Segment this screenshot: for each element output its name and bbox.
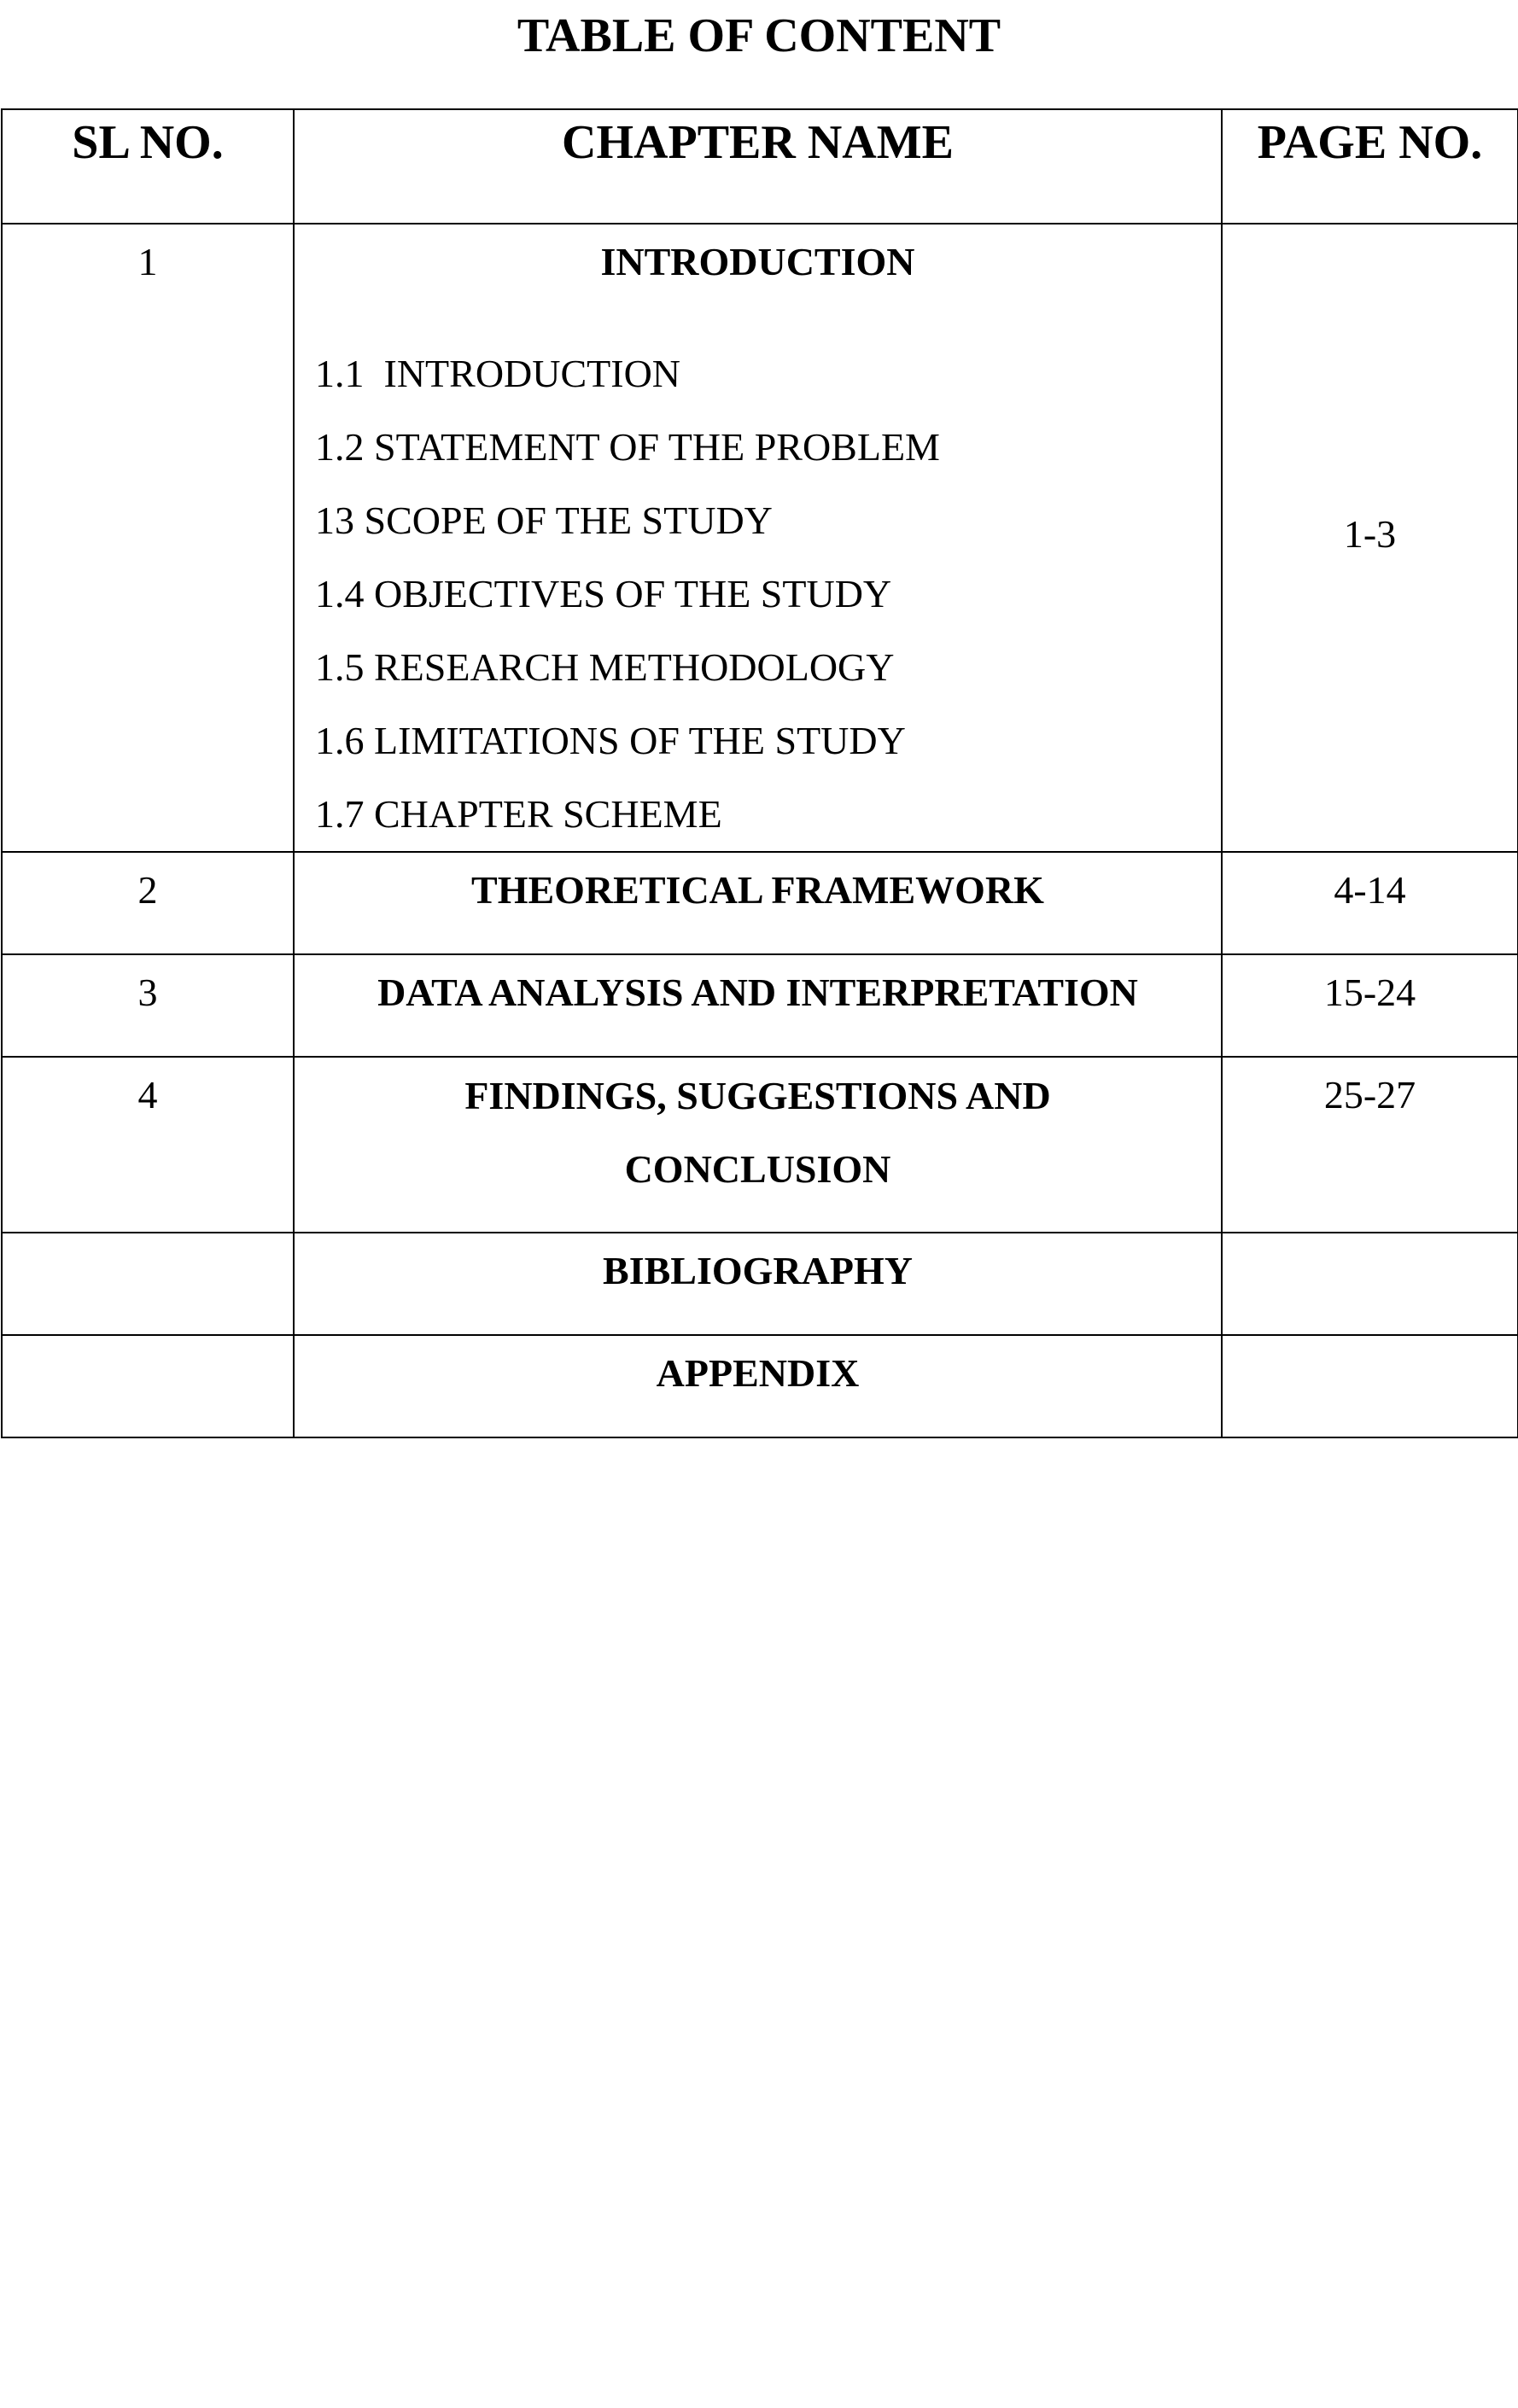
sl-cell	[2, 1335, 294, 1437]
chapter-cell: FINDINGS, SUGGESTIONS AND CONCLUSION	[294, 1057, 1222, 1233]
header-chapter-name: CHAPTER NAME	[294, 109, 1222, 224]
page-cell	[1222, 1233, 1518, 1335]
list-item: 1.1 INTRODUCTION	[315, 352, 681, 395]
table-row	[2, 1057, 1518, 1233]
chapter-cell: THEORETICAL FRAMEWORK	[294, 852, 1222, 954]
page-cell: 1-3	[1222, 224, 1518, 852]
page-cell: 25-27	[1222, 1057, 1518, 1233]
list-item: 1.5 RESEARCH METHODOLOGY	[315, 645, 895, 689]
list-item: 1.2 STATEMENT OF THE PROBLEM	[315, 425, 940, 469]
chapter-cell: APPENDIX	[294, 1335, 1222, 1437]
sl-cell: 1	[2, 224, 294, 852]
page-title: TABLE OF CONTENT	[517, 9, 1001, 62]
sl-cell: 4	[2, 1057, 294, 1233]
header-page-no: PAGE NO.	[1222, 109, 1518, 224]
table-row	[2, 852, 1518, 954]
sl-cell: 3	[2, 954, 294, 1057]
table-row	[2, 1335, 1518, 1437]
chapter-cell: BIBLIOGRAPHY	[294, 1233, 1222, 1335]
chapter-title: INTRODUCTION	[600, 240, 915, 283]
list-item: 1.4 OBJECTIVES OF THE STUDY	[315, 572, 892, 615]
list-item: 1.6 LIMITATIONS OF THE STUDY	[315, 719, 906, 762]
chapter-cell: DATA ANALYSIS AND INTERPRETATION	[294, 954, 1222, 1057]
section-list	[295, 288, 1221, 851]
toc-table	[1, 108, 1518, 1438]
header-sl-no: SL NO.	[2, 109, 294, 224]
list-item: 13 SCOPE OF THE STUDY	[315, 499, 773, 542]
table-row	[2, 224, 1518, 852]
page-cell: 15-24	[1222, 954, 1518, 1057]
page-cell	[1222, 1335, 1518, 1437]
page-cell: 4-14	[1222, 852, 1518, 954]
table-row	[2, 1233, 1518, 1335]
list-item: 1.7 CHAPTER SCHEME	[315, 792, 722, 836]
table-row	[2, 954, 1518, 1057]
chapter-cell	[294, 224, 1222, 852]
sl-cell	[2, 1233, 294, 1335]
sl-cell: 2	[2, 852, 294, 954]
header-row	[2, 109, 1518, 224]
